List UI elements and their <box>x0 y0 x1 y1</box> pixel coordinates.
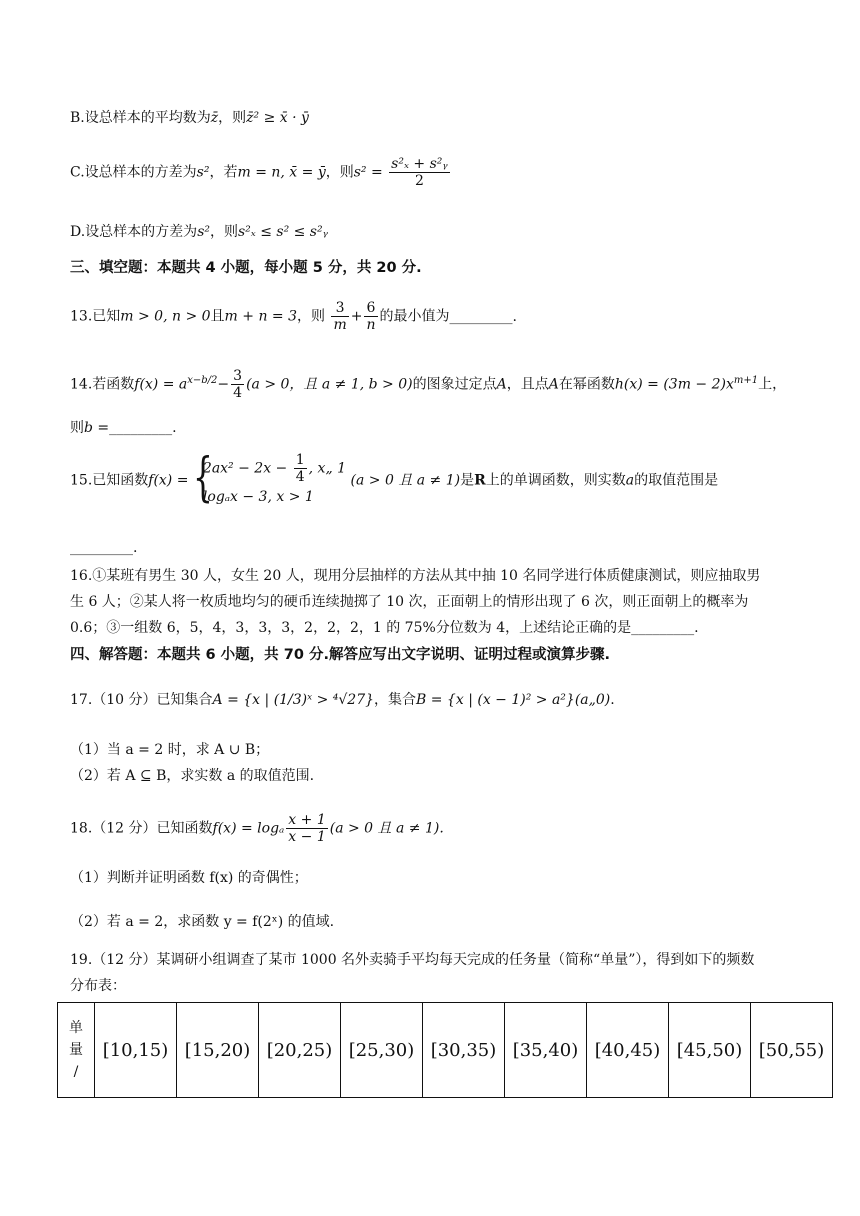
option-b-var: z̄ <box>210 110 219 126</box>
option-c-lhs: s² = <box>353 164 383 181</box>
option-b-text: B.设总样本的平均数为 <box>70 110 211 126</box>
question-18-part-2: （2）若 a = 2，求函数 y = f(2ˣ) 的值域. <box>70 914 335 930</box>
option-d-mid: ，则 <box>209 224 238 240</box>
q15-brace: { <box>192 448 213 508</box>
table-row <box>58 1003 833 1098</box>
q13-cond: m > 0, n > 0 <box>120 308 211 325</box>
question-15-blank-line <box>70 538 137 558</box>
q17-set-a: A = {x | (1/3)ˣ > ⁴√27} <box>212 692 375 708</box>
option-c-var: s² <box>196 164 210 181</box>
q18-prefix: 18.（12 分）已知函数 <box>70 820 213 837</box>
q13-cond2: m + n = 3 <box>224 308 298 325</box>
q15-row1-den: 4 <box>295 469 305 485</box>
q14-answer-blank[interactable]: _________. <box>109 420 177 436</box>
q15-text1: 是 <box>460 472 475 489</box>
section-3-heading: 三、填空题：本题共 4 小题，每小题 5 分，共 20 分. <box>70 260 422 276</box>
q14-fx: f(x) = a <box>134 376 188 393</box>
q15-cond: (a > 0 且 a ≠ 1) <box>350 472 461 489</box>
q15-row-1 <box>203 452 346 485</box>
question-19-line-2: 分布表： <box>70 978 126 994</box>
option-c-text: C.设总样本的方差为 <box>70 164 197 181</box>
q15-row2-expr: logₐx − 3, x > 1 <box>202 489 314 505</box>
interval-cell: [40,45) <box>587 1003 669 1098</box>
q13-f1-den: m <box>333 317 347 333</box>
q14-frac <box>231 368 244 401</box>
q15-a: a <box>625 472 635 489</box>
question-13 <box>70 300 517 333</box>
option-d-text: D.设总样本的方差为 <box>70 224 198 240</box>
option-b-formula: z̄² ≥ x̄ · ȳ <box>246 110 309 126</box>
question-16-line-1: 16.①某班有男生 30 人，女生 20 人，现用分层抽样的方法从其中抽 10 名同学进行体质健康测试，则应抽取男 <box>70 568 761 584</box>
question-16-line-2: 生 6 人；②某人将一枚质地均匀的硬币连续抛掷了 10 次，正面朝上的情形出现了 6 次，则正面朝上的概率为 <box>70 594 749 610</box>
q14-fnum: 3 <box>233 368 243 384</box>
q14-text3: 在幂函数 <box>558 376 615 393</box>
question-18-part-1: （1）判断并证明函数 f(x) 的奇偶性； <box>70 870 308 886</box>
q15-answer-blank[interactable]: _________. <box>70 540 138 556</box>
option-c-num: s²ₓ + s²ᵧ <box>391 156 448 172</box>
q14-fden: 4 <box>233 385 243 401</box>
q15-prefix: 15.已知函数 <box>70 472 149 489</box>
interval-cell: [25,30) <box>341 1003 423 1098</box>
q14-prefix: 14.若函数 <box>70 376 135 393</box>
q13-mid: 且 <box>210 308 225 325</box>
option-b <box>70 108 309 128</box>
q14-text1: 的图象过定点 <box>412 376 497 393</box>
head-char-3: / <box>73 1064 79 1080</box>
option-d-var: s² <box>197 224 210 240</box>
head-char-1: 单 <box>69 1020 83 1036</box>
question-16-line-3: 0.6；③一组数 6，5，4，3，3，3，2，2，2，1 的 75%分位数为 4，上述结论正确的是_________. <box>70 620 699 636</box>
q17-set-b: B = {x | (x − 1)² > a²}(a„0) <box>416 692 611 708</box>
interval-cell: [35,40) <box>505 1003 587 1098</box>
q18-cond: (a > 0 且 a ≠ 1). <box>329 820 444 837</box>
section-4-heading: 四、解答题：本题共 6 小题，共 70 分.解答应写出文字说明、证明过程或演算步骤. <box>70 647 610 663</box>
question-17-part-2: （2）若 A ⊆ B，求实数 a 的取值范围. <box>70 768 315 784</box>
option-c-cond: m = n, x̄ = ȳ <box>237 164 326 181</box>
q15-real-set: R <box>474 472 486 489</box>
q13-f1-num: 3 <box>331 300 348 317</box>
q15-piecewise <box>192 448 347 509</box>
q15-text3: 的取值范围是 <box>634 472 719 489</box>
interval-cell: [50,55) <box>751 1003 833 1098</box>
q18-fx: f(x) = logₐ <box>212 820 285 837</box>
q14-b: b = <box>84 420 110 436</box>
interval-cell: [15,20) <box>177 1003 259 1098</box>
q13-plus: + <box>350 308 363 325</box>
option-c-mid2: ，则 <box>325 164 354 181</box>
option-c-mid: ，若 <box>209 164 238 181</box>
question-15 <box>70 448 719 509</box>
q15-row-2 <box>203 485 346 509</box>
q15-row1-expr: 2ax² − 2x − <box>202 460 292 477</box>
q14-point-a: A <box>496 376 507 393</box>
question-14 <box>70 368 786 401</box>
q13-answer-blank[interactable]: _________. <box>449 308 517 325</box>
q14-hexp: m+1 <box>733 374 759 386</box>
option-c-fraction <box>389 156 449 189</box>
q17-end: . <box>610 692 615 708</box>
option-d-formula: s²ₓ ≤ s² ≤ s²ᵧ <box>237 224 328 240</box>
q13-f2-num: 6 <box>364 300 377 317</box>
q14-text2: ，且点 <box>506 376 549 393</box>
q13-frac-2 <box>364 300 377 333</box>
q18-num: x + 1 <box>288 812 326 828</box>
question-17 <box>70 690 615 710</box>
option-c <box>70 156 452 189</box>
q14-point-a2: A <box>548 376 559 393</box>
q15-row1-num: 1 <box>295 452 305 468</box>
q14-hx: h(x) = (3m − 2)x <box>614 376 734 393</box>
option-d <box>70 222 328 242</box>
q13-f2-den: n <box>366 317 376 333</box>
option-c-den: 2 <box>414 173 424 189</box>
question-19-line-1: 19.（12 分）某调研小组调查了某市 1000 名外卖骑手平均每天完成的任务量（简称“单量”），得到如下的频数 <box>70 952 755 968</box>
question-14-line-2 <box>70 418 177 438</box>
q15-row1-frac <box>294 452 307 485</box>
q14-exp: x−b/2 <box>187 374 218 386</box>
question-17-part-1: （1）当 a = 2 时，求 A ∪ B； <box>70 742 270 758</box>
q13-prefix: 13.已知 <box>70 308 121 325</box>
q15-fx: f(x) = <box>148 472 189 489</box>
interval-cell: [30,35) <box>423 1003 505 1098</box>
option-b-mid: ，则 <box>218 110 247 126</box>
q13-mid2: ，则 <box>297 308 326 325</box>
q14-line2: 则 <box>70 420 84 436</box>
q14-minus: − <box>217 376 230 393</box>
q18-frac <box>286 812 327 845</box>
q15-row1-cond: , x„ 1 <box>308 460 347 477</box>
q18-den: x − 1 <box>288 829 326 845</box>
question-18 <box>70 812 444 845</box>
q17-mid: ，集合 <box>374 692 417 708</box>
q15-text2: 上的单调函数，则实数 <box>485 472 626 489</box>
interval-cell: [45,50) <box>669 1003 751 1098</box>
q14-cond: (a > 0，且 a ≠ 1, b > 0) <box>246 376 413 393</box>
table-head-cell <box>58 1003 95 1098</box>
interval-cell: [10,15) <box>95 1003 177 1098</box>
interval-cell: [20,25) <box>259 1003 341 1098</box>
q17-prefix: 17.（10 分）已知集合 <box>70 692 213 708</box>
q13-suffix: 的最小值为 <box>379 308 450 325</box>
head-char-2: 量 <box>69 1042 83 1058</box>
q14-text4: 上， <box>758 376 787 393</box>
q13-frac-1 <box>331 300 348 333</box>
frequency-table <box>57 1002 833 1098</box>
